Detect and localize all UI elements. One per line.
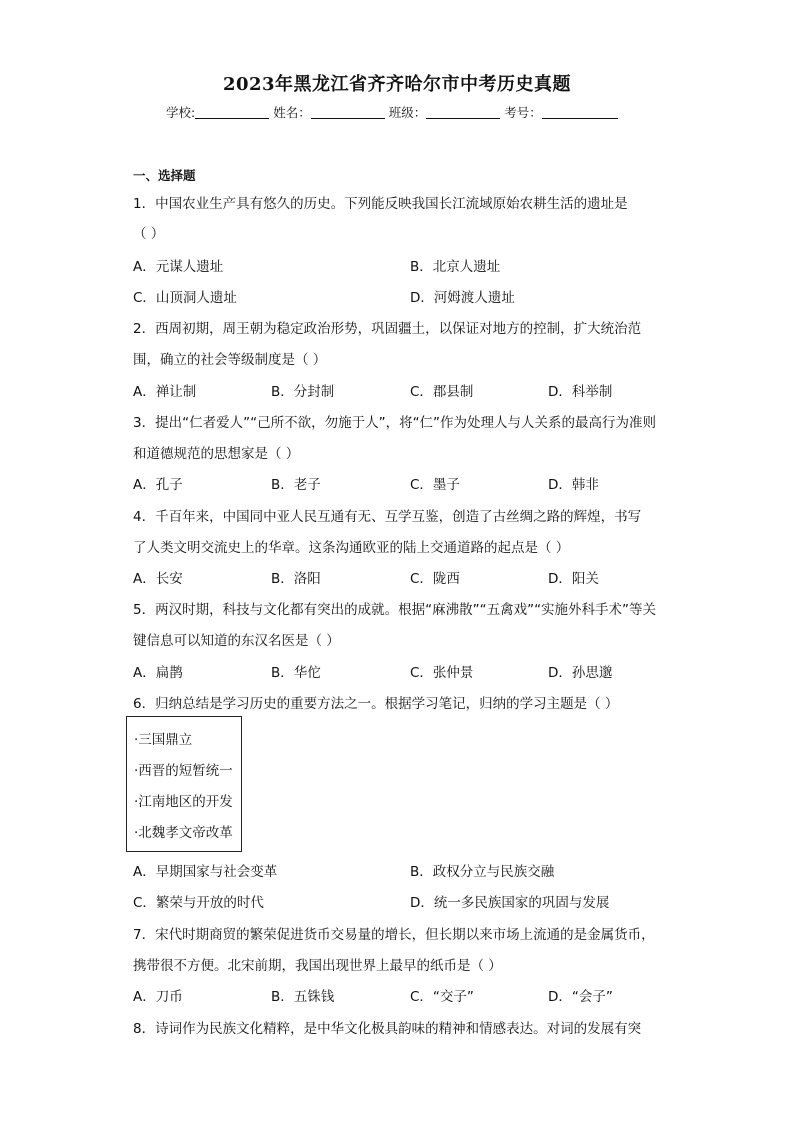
question-1-option-d: D．河姆渡人遗址 xyxy=(410,290,515,306)
question-4-stem-line-1: 4．千百年来，中国同中亚人民互通有无、互学互鉴，创造了古丝绸之路的辉煌，书写 xyxy=(133,509,642,525)
question-6-option-d: D．统一多民族国家的巩固与发展 xyxy=(410,895,610,911)
study-note-item: ·三国鼎立 xyxy=(134,732,193,748)
class-blank xyxy=(426,105,500,119)
question-5-stem-line-1: 5．两汉时期，科技与文化都有突出的成就。根据“麻沸散”“五禽戏”“实施外科手术”等关 xyxy=(133,602,657,618)
question-7-option-a: A．刀币 xyxy=(133,989,183,1005)
question-5-option-a: A．扁鹊 xyxy=(133,665,183,681)
question-5-option-c: C．张仲景 xyxy=(410,665,474,681)
question-1-option-c: C．山顶洞人遗址 xyxy=(133,290,237,306)
question-7-option-d: D．“会子” xyxy=(548,989,613,1005)
question-2-stem-line-2: 围，确立的社会等级制度是（ ） xyxy=(133,352,327,368)
question-3-option-d: D．韩非 xyxy=(548,477,599,493)
question-5-option-d: D．孙思邈 xyxy=(548,665,613,681)
page-title: 2023年黑龙江省齐齐哈尔市中考历史真题 xyxy=(222,74,572,95)
question-1-stem-line-1: 1．中国农业生产具有悠久的历史。下列能反映我国长江流域原始农耕生活的遗址是 xyxy=(133,196,628,212)
question-2-option-d: D．科举制 xyxy=(548,384,613,400)
question-5-option-b: B．华佗 xyxy=(271,665,321,681)
question-8-stem-line-1: 8．诗词作为民族文化精粹，是中华文化极具韵味的精神和情感表达。对词的发展有突 xyxy=(133,1021,642,1037)
question-3-stem-line-1: 3．提出“仁者爱人”“己所不欲，勿施于人”，将“仁”作为处理人与人关系的最高行为准则 xyxy=(133,415,657,431)
question-3-option-a: A．孔子 xyxy=(133,477,183,493)
question-1-option-b: B．北京人遗址 xyxy=(410,259,501,275)
question-3-option-c: C．墨子 xyxy=(410,477,460,493)
question-5-stem-line-2: 键信息可以知道的东汉名医是（ ） xyxy=(133,633,340,649)
question-7-stem-line-1: 7．宋代时期商贸的繁荣促进货币交易量的增长，但长期以来市场上流通的是金属货币， xyxy=(133,927,655,943)
question-4-option-b: B．洛阳 xyxy=(271,571,321,587)
question-6-option-a: A．早期国家与社会变革 xyxy=(133,864,278,880)
question-2-option-a: A．禅让制 xyxy=(133,384,197,400)
question-4-option-a: A．长安 xyxy=(133,571,183,587)
exam-number-blank xyxy=(542,105,618,119)
question-6-option-c: C．繁荣与开放的时代 xyxy=(133,895,264,911)
question-4-option-d: D．阳关 xyxy=(548,571,599,587)
question-2-stem-line-1: 2．西周初期，周王朝为稳定政治形势，巩固疆土，以保证对地方的控制，扩大统治范 xyxy=(133,321,642,337)
school-blank xyxy=(195,105,269,119)
question-6-stem-line-1: 6．归纳总结是学习历史的重要方法之一。根据学习笔记，归纳的学习主题是（ ） xyxy=(133,696,619,712)
question-3-option-b: B．老子 xyxy=(271,477,321,493)
exam-number-label: 考号： xyxy=(504,105,542,120)
student-info-line xyxy=(166,103,618,121)
name-label: 姓名： xyxy=(273,105,311,120)
study-note-item: ·江南地区的开发 xyxy=(134,794,233,810)
question-4-option-c: C．陇西 xyxy=(410,571,460,587)
question-2-option-b: B．分封制 xyxy=(271,384,335,400)
question-3-stem-line-2: 和道德规范的思想家是（ ） xyxy=(133,446,300,462)
question-2-option-c: C．郡县制 xyxy=(410,384,474,400)
question-7-stem-line-2: 携带很不方便。北宋前期，我国出现世界上最早的纸币是（ ） xyxy=(133,958,502,974)
study-notes-box xyxy=(126,716,242,852)
question-1-stem-line-2: （ ） xyxy=(133,226,165,242)
section-heading: 一、选择题 xyxy=(133,168,196,183)
study-note-item: ·北魏孝文帝改革 xyxy=(134,825,233,841)
question-7-option-c: C．“交子” xyxy=(410,989,474,1005)
study-note-item: ·西晋的短暂统一 xyxy=(134,763,233,779)
question-6-option-b: B．政权分立与民族交融 xyxy=(410,864,555,880)
question-4-stem-line-2: 了人类文明交流史上的华章。这条沟通欧亚的陆上交通道路的起点是（ ） xyxy=(133,540,570,556)
question-1-option-a: A．元谋人遗址 xyxy=(133,259,224,275)
name-blank xyxy=(311,105,385,119)
school-label: 学校: xyxy=(166,105,196,120)
question-7-option-b: B．五铢钱 xyxy=(271,989,335,1005)
class-label: 班级： xyxy=(388,105,427,120)
